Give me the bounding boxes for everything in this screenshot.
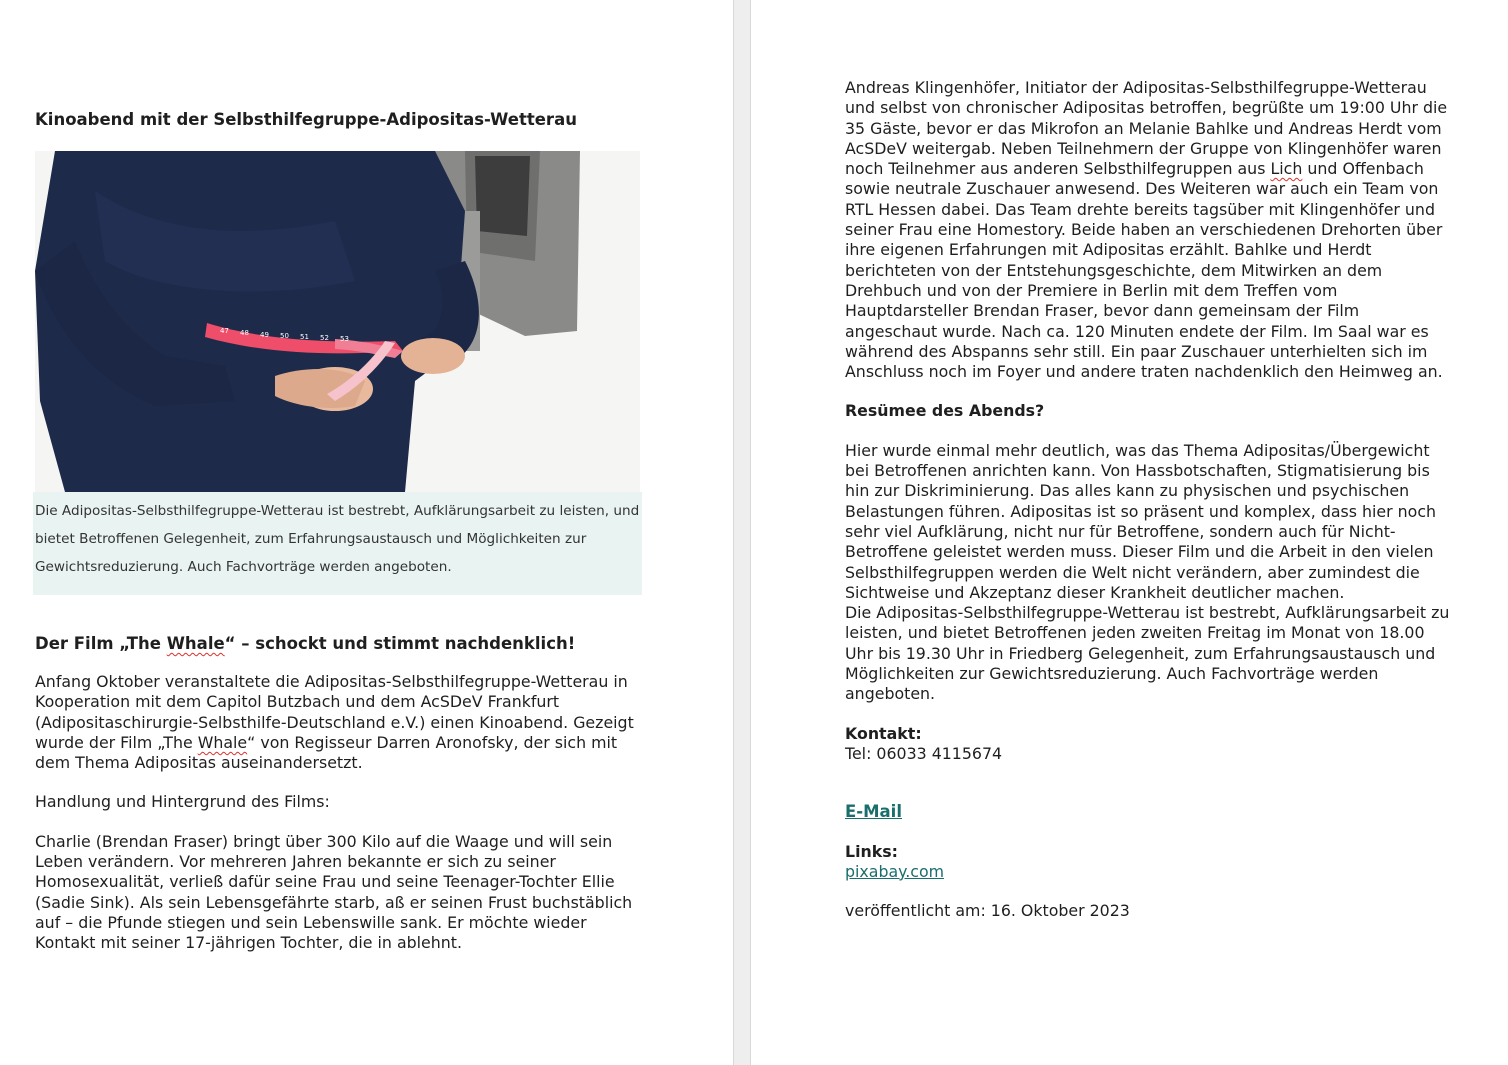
svg-text:52: 52 xyxy=(320,334,329,342)
email-link[interactable]: E-Mail xyxy=(845,802,902,822)
paragraph-intro xyxy=(35,672,641,773)
image-caption xyxy=(33,492,642,595)
intro-pre: Anfang Oktober veranstaltete die Adipositas-Selbsthilfegruppe-Wetterau in Kooperation mit dem Capitol Butzbach und dem AcSDeV Frankfurt (Adipositaschirurgie-Selbsthilfe-Deutschland e.V.) einen Kinoabend. Gezeigt wurde der Film „The xyxy=(35,672,634,752)
summary-heading: Resümee des Abends? xyxy=(845,401,1045,421)
film-heading-word: Whale xyxy=(166,634,225,653)
contact-label: Kontakt: xyxy=(845,723,922,743)
published-date: veröffentlicht am: 16. Oktober 2023 xyxy=(845,901,1130,921)
intro-post: “ von Regisseur Darren Aronofsky, der sich mit dem Thema Adipositas auseinandersetzt. xyxy=(35,732,618,773)
tape-measure-photo-icon xyxy=(35,151,640,492)
svg-text:48: 48 xyxy=(240,329,249,337)
svg-text:50: 50 xyxy=(280,332,289,340)
article-photo xyxy=(35,151,640,492)
film-heading-post: “ – schockt und stimmt nachdenklich! xyxy=(224,634,576,653)
paragraph-summary: Hier wurde einmal mehr deutlich, was das Thema Adipositas/Übergewicht bei Betroffenen anrichten kann. Von Hassbotschaften, Stigmatisierung bis hin zur Diskriminierung. Das alles kann zu physischen und psychischen Belastungen führen. Adipositas ist so präsent und komplex, dass hier noch sehr viel Aufklärung, nicht nur für Betroffene, sondern auch für Nicht-Betroffene geleistet werden muss. Dieser Film und die Arbeit in den vielen Selbsthilfegruppen werden die Welt nicht verändern, aber zumindest die Sichtweise und Akzeptanz dieser Krankheit deutlicher machen. xyxy=(845,440,1437,602)
svg-text:49: 49 xyxy=(260,331,269,339)
contact-phone: Tel: 06033 4115674 xyxy=(845,743,1003,763)
paragraph-group-info: Die Adipositas-Selbsthilfegruppe-Wetterau ist bestrebt, Aufklärungsarbeit zu leisten, und bietet Betroffenen jeden zweiten Freitag im Monat von 18.00 Uhr bis 19.30 Uhr in Friedberg Gelegenheit, zum Erfahrungsaustausch und Möglichkeiten zur Gewichtsreduzierung. Auch Fachvorträge werden angeboten. xyxy=(845,603,1450,704)
svg-text:51: 51 xyxy=(300,333,309,341)
left-column xyxy=(35,108,641,954)
paragraph-plot: Charlie (Brendan Fraser) bringt über 300 Kilo auf die Waage und will sein Leben verändern. Vor mehreren Jahren bekannte er sich zu seiner Homosexualität, verließ dafür seine Frau und seine Teenager-Tochter Ellie (Sadie Sink). Als sein Lebensgefährte starb, aß er seinen Frust buchstäblich auf – die Pfunde stiegen und sein Lebenswille sank. Er möchte wieder Kontakt mit seiner 17-jährigen Tochter, die in ablehnt. xyxy=(35,831,633,953)
article-title: Kinoabend mit der Selbsthilfegruppe-Adipositas-Wetterau xyxy=(35,110,577,129)
page-gutter xyxy=(733,0,751,1065)
right-column xyxy=(845,78,1451,921)
film-heading xyxy=(35,632,641,656)
film-heading-pre: Der Film „The xyxy=(35,634,167,653)
svg-text:47: 47 xyxy=(220,327,229,335)
svg-text:53: 53 xyxy=(340,335,349,343)
pixabay-link[interactable]: pixabay.com xyxy=(845,861,945,881)
document-page-left xyxy=(0,0,733,1065)
evening-word: Lich xyxy=(1270,159,1303,179)
evening-pre: Andreas Klingenhöfer, Initiator der Adipositas-Selbsthilfegruppe-Wetterau und selbst von chronischer Adipositas betroffen, begrüßte um 19:00 Uhr die 35 Gäste, bevor er das Mikrofon an Melanie Bahlke und Andreas Herdt vom AcSDeV weitergab. Neben Teilnehmern der Gruppe von Klingenhöfer waren noch Teilnehmer aus anderen Selbsthilfegruppen aus xyxy=(845,78,1448,179)
paragraph-plot-label: Handlung und Hintergrund des Films: xyxy=(35,792,330,812)
caption-text: Die Adipositas-Selbsthilfegruppe-Wetterau ist bestrebt, Aufklärungsarbeit zu leisten, und bietet Betroffenen Gelegenheit, zum Erfahrungsaustausch und Möglichkeiten zur Gewichtsreduzierung. Auch Fachvorträge werden angeboten. xyxy=(35,503,640,575)
links-label: Links: xyxy=(845,841,898,861)
document-page-right xyxy=(751,0,1508,1065)
intro-word: Whale xyxy=(197,732,248,752)
evening-post: und Offenbach sowie neutrale Zuschauer anwesend. Des Weiteren war auch ein Team von RTL Hessen dabei. Das Team drehte bereits tagsüber mit Klingenhöfer und seiner Frau eine Homestory. Beide haben an verschiedenen Drehorten über ihre eigenen Erfahrungen mit Adipositas erzählt. Bahlke und Herdt berichteten von der Entstehungsgeschichte, dem Mitwirken an dem Drehbuch und von der Premiere in Berlin mit dem Treffen vom Hauptdarsteller Brendan Fraser, bevor dann gemeinsam der Film angeschaut wurde. Nach ca. 120 Minuten endete der Film. Im Saal war es während des Abspanns sehr still. Ein paar Zuschauer unterhielten sich im Anschluss noch im Foyer und andere traten nachdenklich den Heimweg an. xyxy=(845,159,1443,382)
paragraph-evening xyxy=(845,78,1451,382)
